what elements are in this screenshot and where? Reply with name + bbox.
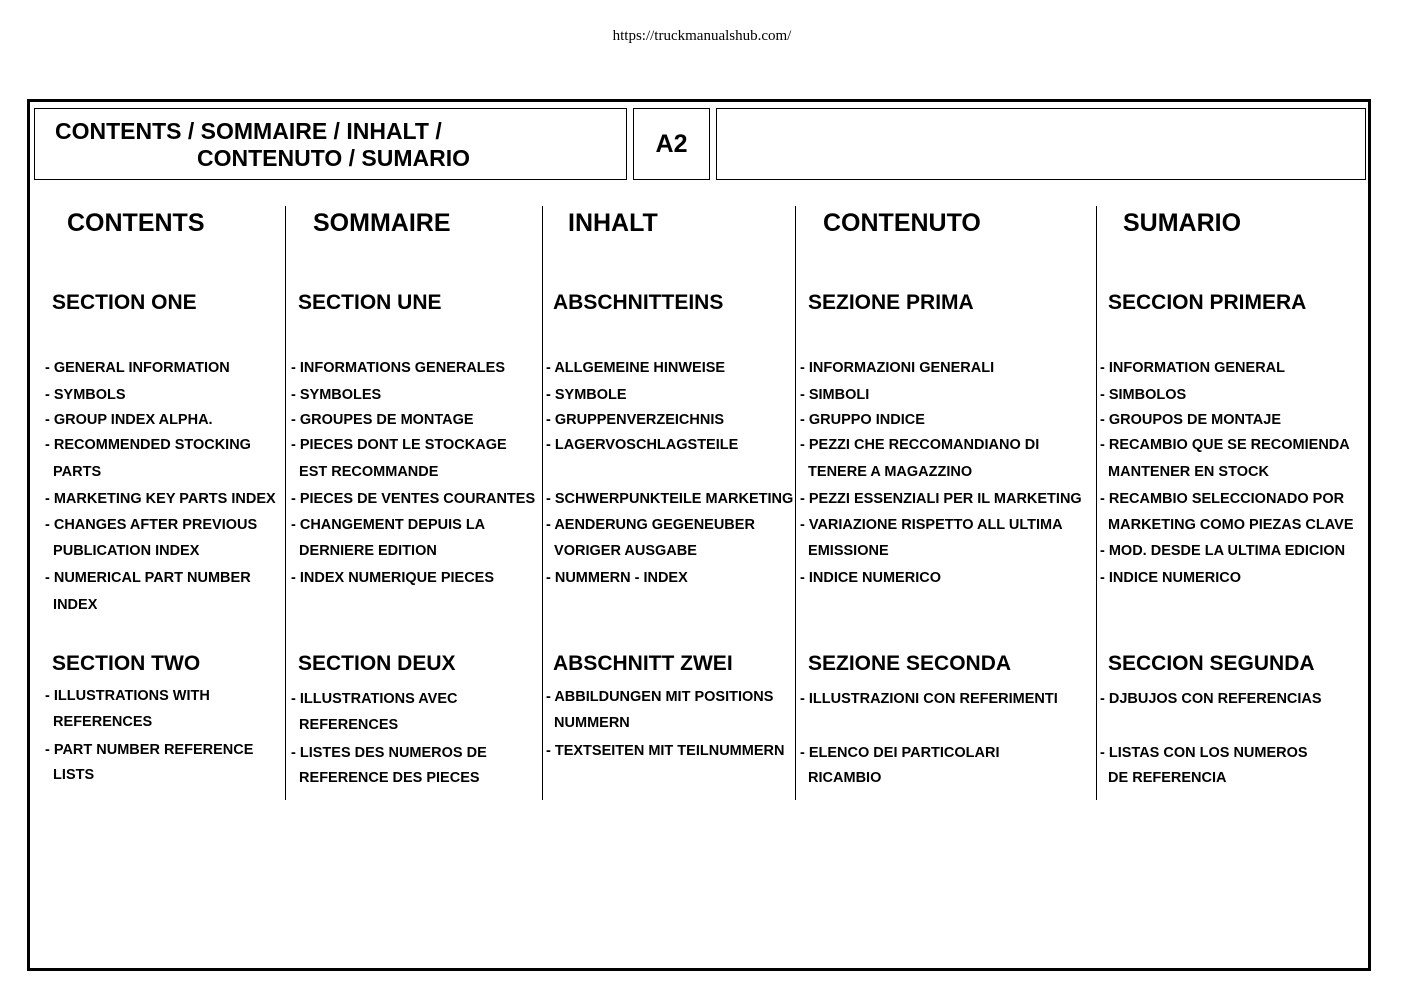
list-item: REFERENCE DES PIECES (291, 770, 480, 786)
list-item: - SYMBOLES (291, 387, 382, 403)
list-item: - GENERAL INFORMATION (45, 360, 230, 376)
column-heading: SUMARIO (1123, 209, 1242, 237)
column-heading: SOMMAIRE (313, 209, 451, 237)
list-item: - PART NUMBER REFERENCE (45, 742, 254, 758)
list-item: - GROUPES DE MONTAGE (291, 412, 474, 428)
list-item: - INFORMAZIONI GENERALI (800, 360, 995, 376)
section-one-heading: SECCION PRIMERA (1108, 291, 1307, 314)
list-item: - NUMERICAL PART NUMBER (45, 570, 251, 586)
list-item: - ALLGEMEINE HINWEISE (546, 360, 726, 376)
section-code: A2 (655, 130, 688, 158)
list-item: - GROUP INDEX ALPHA. (45, 412, 213, 428)
section-two-heading: SEZIONE SECONDA (808, 652, 1012, 675)
section-one-heading: SECTION UNE (298, 291, 442, 314)
list-item: - PIECES DONT LE STOCKAGE (291, 437, 507, 453)
list-item: DERNIERE EDITION (291, 543, 437, 559)
list-item: - INFORMATIONS GENERALES (291, 360, 506, 376)
list-item: - DJBUJOS CON REFERENCIAS (1100, 691, 1322, 707)
list-item: - RECOMMENDED STOCKING (45, 437, 251, 453)
list-item: - TEXTSEITEN MIT TEILNUMMERN (546, 743, 785, 759)
list-item: - INFORMATION GENERAL (1100, 360, 1285, 376)
list-item: EMISSIONE (800, 543, 889, 559)
list-item: PARTS (45, 464, 102, 480)
column-heading: INHALT (568, 209, 658, 237)
list-item: - GRUPPO INDICE (800, 412, 925, 428)
contents-page-frame (27, 99, 1371, 971)
title-box (34, 108, 627, 180)
list-item: - LISTES DES NUMEROS DE (291, 745, 487, 761)
list-item: - CHANGES AFTER PREVIOUS (45, 517, 258, 533)
list-item: - PEZZI CHE RECCOMANDIANO DI (800, 437, 1040, 453)
section-two-heading: ABSCHNITT ZWEI (553, 652, 733, 675)
list-item: LISTS (45, 767, 95, 783)
list-item: - NUMMERN - INDEX (546, 570, 688, 586)
list-item: REFERENCES (45, 714, 153, 730)
section-one-heading: ABSCHNITTEINS (553, 291, 724, 314)
list-item: - PIECES DE VENTES COURANTES (291, 491, 536, 507)
section-one-heading: SEZIONE PRIMA (808, 291, 974, 314)
column-divider (1096, 206, 1097, 800)
section-two-heading: SECTION DEUX (298, 652, 456, 675)
list-item: - CHANGEMENT DEPUIS LA (291, 517, 486, 533)
list-item: - SYMBOLS (45, 387, 126, 403)
page-title-line-1: CONTENTS / SOMMAIRE / INHALT / (55, 118, 442, 144)
list-item: - INDICE NUMERICO (1100, 570, 1241, 586)
list-item: - LAGERVOSCHLAGSTEILE (546, 437, 739, 453)
section-one-heading: SECTION ONE (52, 291, 197, 314)
list-item: - MARKETING KEY PARTS INDEX (45, 491, 276, 507)
header-url[interactable]: https://truckmanualshub.com/ (612, 28, 792, 44)
list-item: EST RECOMMANDE (291, 464, 439, 480)
list-item: - PEZZI ESSENZIALI PER IL MARKETING (800, 491, 1082, 507)
list-item: - ELENCO DEI PARTICOLARI (800, 745, 1000, 761)
list-item: - RECAMBIO SELECCIONADO POR (1100, 491, 1345, 507)
list-item: - GRUPPENVERZEICHNIS (546, 412, 725, 428)
list-item: DE REFERENCIA (1100, 770, 1227, 786)
list-item: - ILLUSTRATIONS AVEC (291, 691, 458, 707)
list-item: - SIMBOLOS (1100, 387, 1187, 403)
list-item: - VARIAZIONE RISPETTO ALL ULTIMA (800, 517, 1063, 533)
section-two-heading: SECCION SEGUNDA (1108, 652, 1315, 675)
list-item: - SIMBOLI (800, 387, 870, 403)
list-item: - ILLUSTRAZIONI CON REFERIMENTI (800, 691, 1058, 707)
blank-header-box (716, 108, 1366, 180)
column-heading: CONTENUTO (823, 209, 981, 237)
list-item: - LISTAS CON LOS NUMEROS (1100, 745, 1308, 761)
list-item: - ABBILDUNGEN MIT POSITIONS (546, 689, 774, 705)
list-item: REFERENCES (291, 717, 399, 733)
list-item: MANTENER EN STOCK (1100, 464, 1269, 480)
list-item: - INDEX NUMERIQUE PIECES (291, 570, 495, 586)
column-divider (542, 206, 543, 800)
list-item: MARKETING COMO PIEZAS CLAVE (1100, 517, 1354, 533)
list-item: - SYMBOLE (546, 387, 627, 403)
list-item: - ILLUSTRATIONS WITH (45, 688, 210, 704)
list-item: NUMMERN (546, 715, 630, 731)
page-title-line-2: CONTENUTO / SUMARIO (197, 145, 471, 171)
list-item: - RECAMBIO QUE SE RECOMIENDA (1100, 437, 1350, 453)
column-divider (285, 206, 286, 800)
column-heading: CONTENTS (67, 209, 205, 237)
list-item: RICAMBIO (800, 770, 882, 786)
list-item: INDEX (45, 597, 98, 613)
list-item: - MOD. DESDE LA ULTIMA EDICION (1100, 543, 1346, 559)
section-two-heading: SECTION TWO (52, 652, 201, 675)
list-item: PUBLICATION INDEX (45, 543, 200, 559)
column-divider (795, 206, 796, 800)
section-code-box (633, 108, 710, 180)
list-item: VORIGER AUSGABE (546, 543, 697, 559)
list-item: - SCHWERPUNKTEILE MARKETING (546, 491, 794, 507)
list-item: - INDICE NUMERICO (800, 570, 941, 586)
list-item: TENERE A MAGAZZINO (800, 464, 973, 480)
list-item: - GROUPOS DE MONTAJE (1100, 412, 1281, 428)
list-item: - AENDERUNG GEGENEUBER (546, 517, 755, 533)
